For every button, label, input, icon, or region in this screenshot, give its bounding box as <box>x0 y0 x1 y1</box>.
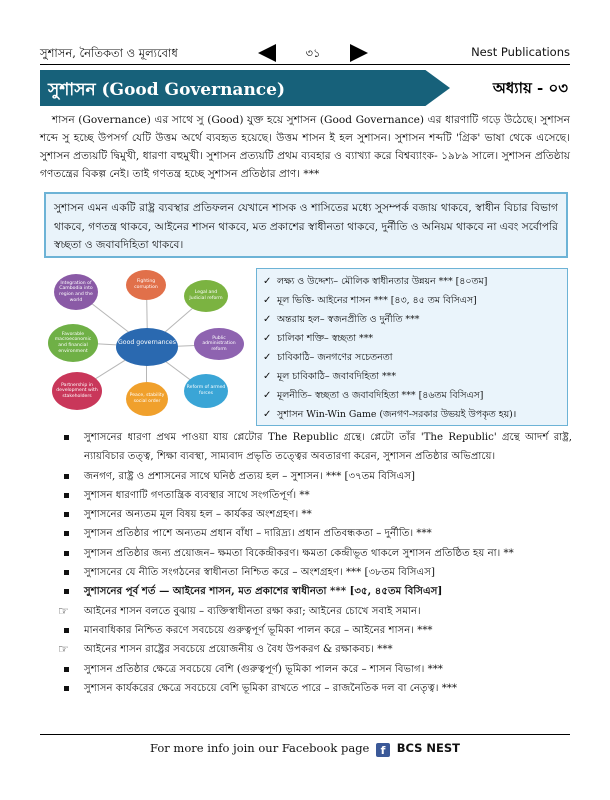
next-page-arrow-icon[interactable] <box>350 44 368 62</box>
list-item <box>58 467 572 486</box>
chapter-number: অধ্যায় - ০৩ <box>492 79 568 97</box>
checklist-item-text: মূল ভিত্তি- আইনের শাসন *** [৪৩, ৪৫ তম বিসিএস] <box>277 295 477 306</box>
checklist-item <box>263 329 561 348</box>
good-governance-diagram <box>44 270 250 420</box>
square-bullet-icon <box>64 570 69 575</box>
diagram-center-node: Good governances <box>116 328 178 366</box>
list-item-text: সুশাসনের ধারণা প্রথম পাওয়া যায় প্লেটোর The Republic গ্রন্থে। প্লেটো তাঁর 'The Republic' গ্রন্থে আদর্শ রাষ্ট্র, ন্যায়বিচার তত্ত্ব, শিক্ষা ব্যবস্থা, সাম্যবাদ প্রভৃতি তত্ত্বের অবতারণা করেন, সুশাসন প্রতিষ্ঠার অভিপ্রায়ে। <box>84 432 572 463</box>
checklist-item <box>263 367 561 386</box>
list-item <box>58 428 572 467</box>
list-item-text: সুশাসন প্রতিষ্ঠার জন্য প্রয়োজন– ক্ষমতা বিকেন্দ্রীকরণ। ক্ষমতা কেন্দ্রীভূত থাকলে সুশাসন প্রতিষ্ঠিত হয় না। ** <box>84 547 514 559</box>
page-number: ৩১ <box>305 46 321 60</box>
list-item <box>58 505 572 524</box>
pointing-hand-icon: ☞ <box>58 603 69 618</box>
checkmark-icon: ✓ <box>263 371 272 382</box>
list-item <box>58 602 572 621</box>
checklist-item <box>263 386 561 405</box>
key-points-checklist <box>256 268 568 426</box>
checklist-item <box>263 272 561 291</box>
list-item-text: সুশাসন কার্যকরের ক্ষেত্রে সবচেয়ে বেশি ভূমিকা রাখতে পারে – রাজনৈতিক দল বা নেতৃত্ব। *** <box>84 682 457 694</box>
diagram-node: Integration of Cambodia into region and the world <box>54 274 98 310</box>
square-bullet-icon <box>64 493 69 498</box>
diagram-node: Reform of armed forces <box>184 374 228 408</box>
diagram-node: Peace, stability social order <box>126 382 168 416</box>
publisher-name: Nest Publications <box>471 45 570 59</box>
list-item <box>58 660 572 679</box>
square-bullet-icon <box>64 551 69 556</box>
header-divider <box>40 64 570 65</box>
checklist-item <box>263 348 561 367</box>
chapter-title: সুশাসন (Good Governance) <box>48 80 286 100</box>
list-item-text: সুশাসনের অন্যতম মূল বিষয় হল – কার্যকর অংশগ্রহণ। ** <box>84 509 312 521</box>
checkmark-icon: ✓ <box>263 333 272 344</box>
list-item-text: সুশাসন প্রতিষ্ঠার ক্ষেত্রে সবচেয়ে বেশি (গুরুত্বপূর্ণ) ভূমিকা পালন করে – শাসন বিভাগ। *** <box>84 663 443 675</box>
checkmark-icon: ✓ <box>263 276 272 287</box>
square-bullet-icon <box>64 531 69 536</box>
intro-paragraph: শাসন (Governance) এর সাথে সু (Good) যুক্ত হয়ে সুশাসন (Good Governance) এর ধারণাটি গড়ে উঠেছে। সুশাসন শব্দে সু হচ্ছে উপসর্গ যেটি উত্তম অর্থে ব্যবহৃত হয়েছে। উত্তম শাসন ই হল সুশাসন। সুশাসন শব্দটি 'গ্রিক' ভাষা থেকে এসেছে। সুশাসন প্রত্যয়টি দ্বিমুখী, ধারণা বহুমুখী। সুশাসন প্রত্যয়টি প্রথম ব্যবহার ও ব্যাখ্যা করে বিশ্বব্যাংক- ১৯৮৯ সালে। সুশাসন প্রতিষ্ঠায় গণতন্ত্রের বিকল্প নেই। তাই গণতন্ত্র হচ্ছে সুশাসন প্রতিষ্ঠার প্রাণ। *** <box>40 114 570 180</box>
checkmark-icon: ✓ <box>263 352 272 363</box>
list-item-text: আইনের শাসন রাষ্ট্রের সবচেয়ে প্রয়োজনীয় ও বৈধ উপকরণ & রক্ষাকবচ। *** <box>84 644 393 656</box>
list-item-text: জনগণ, রাষ্ট্র ও প্রশাসনের সাথে ঘনিষ্ঠ প্রত্যয় হল – সুশাসন। *** [৩৭তম বিসিএস] <box>84 470 415 482</box>
list-item-text: সুশাসনের পূর্ব শর্ত — আইনের শাসন, মত প্রকাশের স্বাধীনতা *** [৩৫, ৪৫তম বিসিএস] <box>84 585 443 598</box>
list-item-text: সুশাসন প্রতিষ্ঠার পাশে অন্যতম প্রধান বাঁধা – দারিদ্র্য। প্রধান প্রতিবন্ধকতা – দুর্নীতি। *** <box>84 528 432 540</box>
diagram-node: Legal and Judicial reform <box>184 280 228 312</box>
list-item-text: সুশাসনের যে নীতি সংগঠনের স্বাধীনতা নিশ্চিত করে – অংশগ্রহণ। *** [৩৮তম বিসিএস] <box>84 567 435 579</box>
checklist-item-text: লক্ষ্য ও উদ্দেশ্য– মৌলিক স্বাধীনতার উন্নয়ন *** [৪০তম] <box>277 276 488 287</box>
list-item-text: মানবাধিকার নিশ্চিত করণে সবচেয়ে গুরুত্বপূর্ণ ভূমিকা পালন করে – আইনের শাসন। *** <box>84 624 433 636</box>
checklist-item <box>263 291 561 310</box>
page-navigator <box>258 42 368 64</box>
checkmark-icon: ✓ <box>263 295 272 306</box>
checkmark-icon: ✓ <box>263 314 272 325</box>
list-item <box>58 544 572 563</box>
checkmark-icon: ✓ <box>263 409 272 420</box>
chapter-banner <box>40 70 570 106</box>
page-header <box>40 42 570 64</box>
list-item <box>58 621 572 640</box>
bullet-list <box>58 428 572 698</box>
diagram-node: Public administration reform <box>194 328 244 360</box>
list-item <box>58 524 572 543</box>
list-item-text: সুশাসন ধারণাটি গণতান্ত্রিক ব্যবস্থার সাথে সংগতিপূর্ণ। ** <box>84 489 310 501</box>
page-footer <box>0 741 610 757</box>
checklist-item-text: মূলনীতি– স্বচ্ছতা ও জবাবদিহিতা *** [৪৬তম বিসিএস] <box>277 390 484 401</box>
checklist-item-text: চাবিকাঠি– জনগণের সচেতনতা <box>277 352 393 363</box>
list-item-text: আইনের শাসন বলতে বুঝায় – ব্যক্তিস্বাধীনতা রক্ষা করা; আইনের চোখে সবাই সমান। <box>84 605 421 617</box>
prev-page-arrow-icon[interactable] <box>258 44 276 62</box>
square-bullet-icon <box>64 686 69 691</box>
footer-brand[interactable]: BCS NEST <box>396 741 460 755</box>
footer-divider <box>40 734 570 735</box>
diagram-node: Partnership in development with stakeholders <box>52 372 102 410</box>
checklist-item <box>263 310 561 329</box>
square-bullet-icon <box>64 474 69 479</box>
footer-text: For more info join our Facebook page <box>150 741 370 755</box>
checklist-item-text: অন্তরায় হল– স্বজনপ্রীতি ও দুর্নীতি *** <box>277 314 420 325</box>
definition-box: সুশাসন এমন একটি রাষ্ট্র ব্যবস্থার প্রতিফলন যেখানে শাসক ও শাসিতের মধ্যে সুসম্পর্ক বজায় থাকবে, স্বাধীন বিচার বিভাগ থাকবে, গণতন্ত্র থাকবে, আইনের শাসন থাকবে, মত প্রকাশের স্বাধীনতা থাকবে, দুর্নীতি ও অনিয়ম থাকবে না এবং সর্বোপরি স্বচ্ছতা ও জবাবদিহিতা থাকবে। <box>44 192 568 258</box>
book-title: সুশাসন, নৈতিকতা ও মূল্যবোধ <box>40 46 178 60</box>
list-item <box>58 640 572 659</box>
square-bullet-icon <box>64 589 69 594</box>
square-bullet-icon <box>64 628 69 633</box>
list-item <box>58 563 572 582</box>
checklist-item <box>263 405 561 424</box>
checklist-item-text: সুশাসন Win-Win Game (জনগণ-সরকার উভয়ই উপকৃত হয়)। <box>277 409 517 420</box>
list-item <box>58 582 572 601</box>
square-bullet-icon <box>64 512 69 517</box>
checklist-item-text: চালিকা শক্তি– স্বচ্ছতা *** <box>277 333 374 344</box>
diagram-node: Fighting corruption <box>126 270 166 300</box>
checkmark-icon: ✓ <box>263 390 272 401</box>
square-bullet-icon <box>64 667 69 672</box>
pointing-hand-icon: ☞ <box>58 642 69 657</box>
checklist-item-text: মূল চাবিকাঠি– জবাবদিহিতা *** <box>277 371 397 382</box>
list-item <box>58 486 572 505</box>
list-item <box>58 679 572 698</box>
square-bullet-icon <box>64 435 69 440</box>
diagram-node: Favorable macroeconomic and financial environment <box>48 324 98 362</box>
facebook-icon[interactable]: f <box>376 743 390 757</box>
